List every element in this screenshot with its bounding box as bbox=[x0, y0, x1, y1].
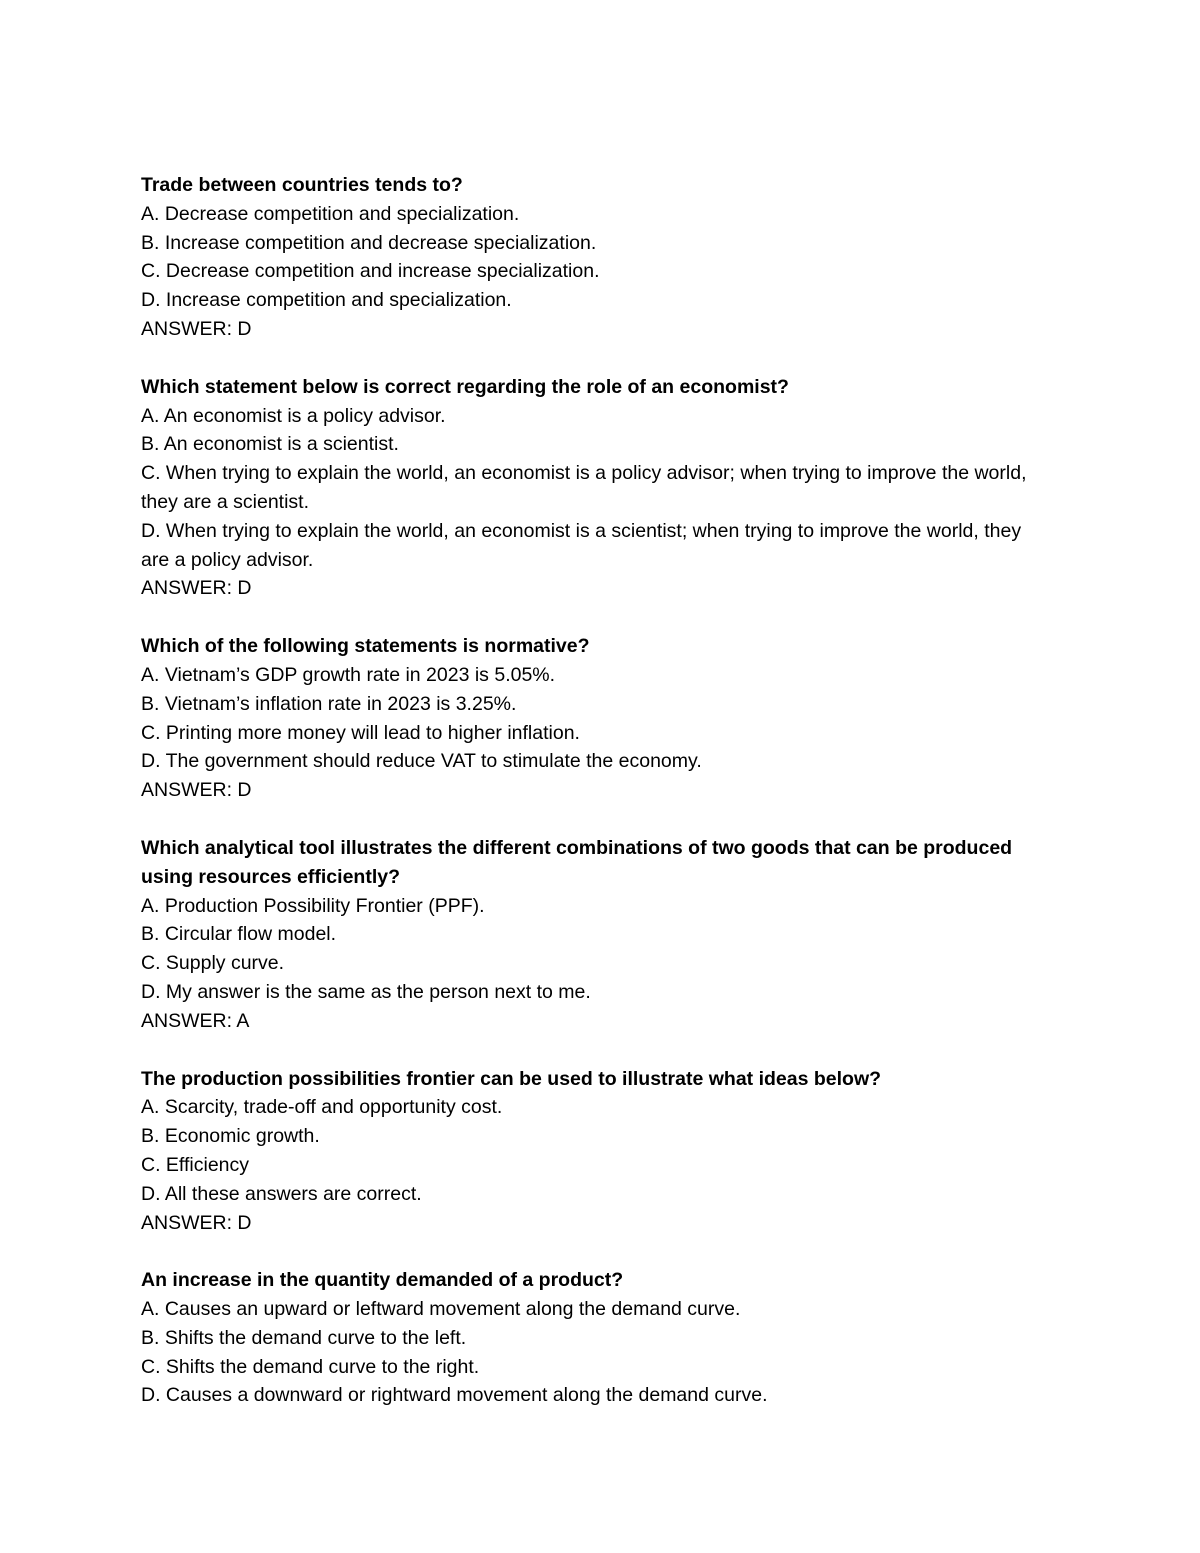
option-d: D. My answer is the same as the person next to me. bbox=[141, 980, 591, 1003]
answer-text: ANSWER: D bbox=[141, 779, 252, 802]
question-text: Which statement below is correct regarding the role of an economist? bbox=[141, 375, 789, 398]
option-b: B. An economist is a scientist. bbox=[141, 433, 399, 456]
option-c: C. When trying to explain the world, an economist is a policy advisor; when trying to improve the world, they are a scientist. bbox=[141, 462, 1027, 513]
option-c: C. Supply curve. bbox=[141, 952, 285, 975]
question-text: The production possibilities frontier can be used to illustrate what ideas below? bbox=[141, 1067, 882, 1090]
question-text: Which of the following statements is normative? bbox=[141, 635, 590, 658]
answer-text: ANSWER: D bbox=[141, 577, 252, 600]
option-c: C. Decrease competition and increase specialization. bbox=[141, 260, 600, 283]
question-block bbox=[141, 834, 1041, 1036]
option-d: D. Causes a downward or rightward movement along the demand curve. bbox=[141, 1384, 768, 1407]
option-b: B. Economic growth. bbox=[141, 1125, 320, 1148]
question-text: Trade between countries tends to? bbox=[141, 174, 463, 196]
option-c: C. Printing more money will lead to higher inflation. bbox=[141, 721, 580, 744]
question-block bbox=[141, 1266, 1041, 1410]
answer-text: ANSWER: A bbox=[141, 1009, 250, 1032]
question-block bbox=[141, 632, 1041, 805]
option-a: A. An economist is a policy advisor. bbox=[141, 404, 446, 427]
option-d: D. The government should reduce VAT to stimulate the economy. bbox=[141, 750, 702, 773]
option-d: D. When trying to explain the world, an economist is a scientist; when trying to improve the world, they are a policy advisor. bbox=[141, 519, 1022, 571]
option-d: D. Increase competition and specialization. bbox=[141, 289, 512, 312]
option-b: B. Shifts the demand curve to the left. bbox=[141, 1326, 467, 1349]
option-a: A. Causes an upward or leftward movement along the demand curve. bbox=[141, 1298, 741, 1321]
question-text: Which analytical tool illustrates the different combinations of two goods that can be produced using resources efficiently? bbox=[141, 836, 1013, 888]
option-b: B. Circular flow model. bbox=[141, 923, 337, 946]
question-text: An increase in the quantity demanded of a product? bbox=[141, 1269, 624, 1292]
document-page bbox=[141, 171, 1041, 1439]
option-b: B. Vietnam’s inflation rate in 2023 is 3.25%. bbox=[141, 692, 517, 715]
option-a: A. Production Possibility Frontier (PPF). bbox=[141, 894, 485, 917]
option-b: B. Increase competition and decrease specialization. bbox=[141, 231, 597, 254]
option-c: C. Efficiency bbox=[141, 1153, 250, 1176]
answer-text: ANSWER: D bbox=[141, 1211, 252, 1234]
option-a: A. Vietnam’s GDP growth rate in 2023 is 5.05%. bbox=[141, 663, 556, 686]
question-block bbox=[141, 171, 1041, 344]
option-a: A. Scarcity, trade-off and opportunity cost. bbox=[141, 1096, 503, 1119]
option-a: A. Decrease competition and specialization. bbox=[141, 202, 520, 225]
option-c: C. Shifts the demand curve to the right. bbox=[141, 1355, 480, 1378]
option-d: D. All these answers are correct. bbox=[141, 1182, 422, 1205]
question-block bbox=[141, 373, 1041, 603]
question-block bbox=[141, 1065, 1041, 1238]
answer-text: ANSWER: D bbox=[141, 317, 252, 340]
